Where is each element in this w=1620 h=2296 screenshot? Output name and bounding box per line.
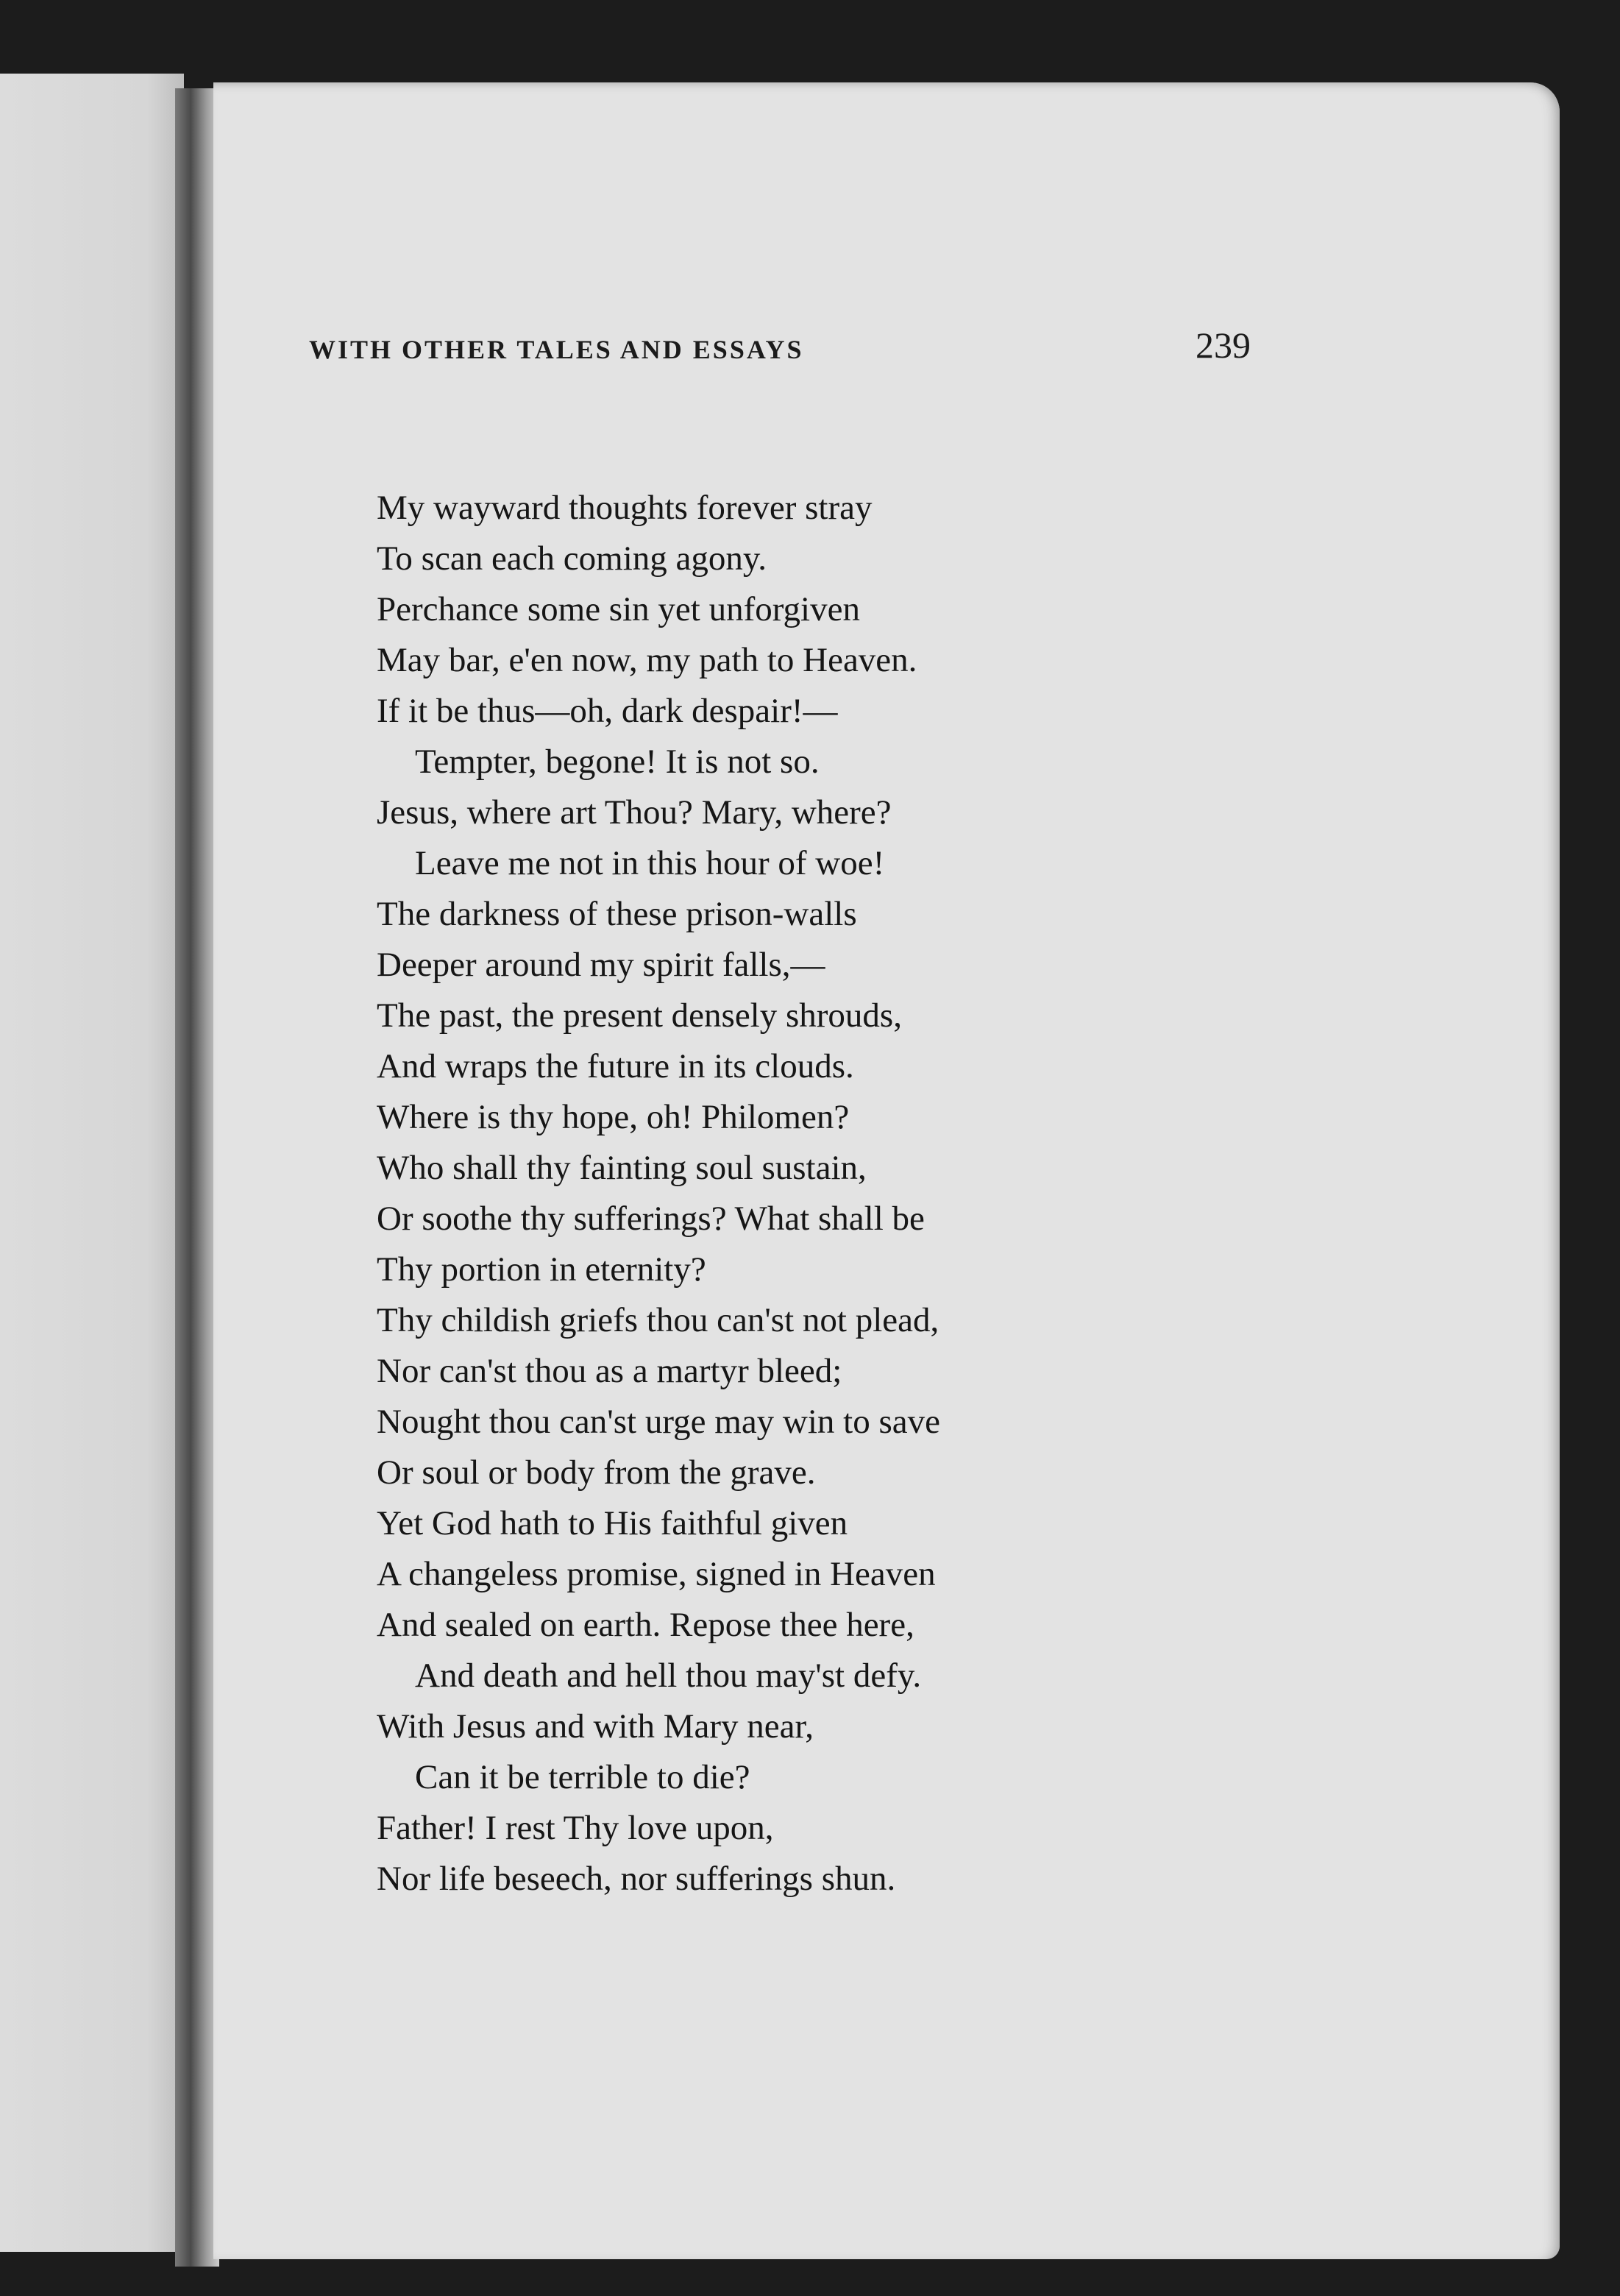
- poem-line: Nought thou can'st urge may win to save: [377, 1403, 940, 1441]
- page-header: [309, 324, 1251, 383]
- poem-line: My wayward thoughts forever stray: [377, 489, 873, 527]
- poem-line: Tempter, begone! It is not so.: [415, 743, 820, 781]
- poem-line: And sealed on earth. Repose thee here,: [377, 1606, 914, 1644]
- poem-line: And death and hell thou may'st defy.: [415, 1657, 922, 1695]
- poem-line: Jesus, where art Thou? Mary, where?: [377, 793, 892, 832]
- poem-line: Deeper around my spirit falls,—: [377, 946, 825, 984]
- poem-line: Nor can'st thou as a martyr bleed;: [377, 1352, 842, 1390]
- poem-text: [377, 483, 1201, 1905]
- poem-line: Perchance some sin yet unforgiven: [377, 590, 860, 628]
- poem-line: To scan each coming agony.: [377, 539, 767, 578]
- poem-line: Nor life beseech, nor sufferings shun.: [377, 1860, 896, 1898]
- running-head: WITH OTHER TALES AND ESSAYS: [309, 335, 804, 364]
- poem-line: The darkness of these prison-walls: [377, 895, 857, 933]
- poem-line: And wraps the future in its clouds.: [377, 1047, 854, 1085]
- poem-line: Father! I rest Thy love upon,: [377, 1809, 774, 1847]
- poem-line: Can it be terrible to die?: [415, 1758, 750, 1796]
- poem-line: Who shall thy fainting soul sustain,: [377, 1149, 867, 1187]
- poem-line: Leave me not in this hour of woe!: [415, 844, 885, 882]
- book-gutter: [175, 88, 219, 2267]
- page-number: 239: [1196, 325, 1251, 366]
- poem-line: The past, the present densely shrouds,: [377, 996, 902, 1035]
- facing-page-edge: [0, 74, 184, 2252]
- poem-line: If it be thus—oh, dark despair!—: [377, 692, 838, 730]
- poem-line: Or soothe thy sufferings? What shall be: [377, 1200, 925, 1238]
- poem-line: May bar, e'en now, my path to Heaven.: [377, 641, 917, 679]
- poem-line: Or soul or body from the grave.: [377, 1453, 816, 1492]
- poem-line: With Jesus and with Mary near,: [377, 1707, 814, 1746]
- poem-line: Yet God hath to His faithful given: [377, 1504, 848, 1542]
- poem-line: Where is thy hope, oh! Philomen?: [377, 1098, 850, 1136]
- poem-line: A changeless promise, signed in Heaven: [377, 1555, 936, 1593]
- poem-line: Thy portion in eternity?: [377, 1250, 706, 1289]
- poem-line: Thy childish griefs thou can'st not plead,: [377, 1301, 939, 1339]
